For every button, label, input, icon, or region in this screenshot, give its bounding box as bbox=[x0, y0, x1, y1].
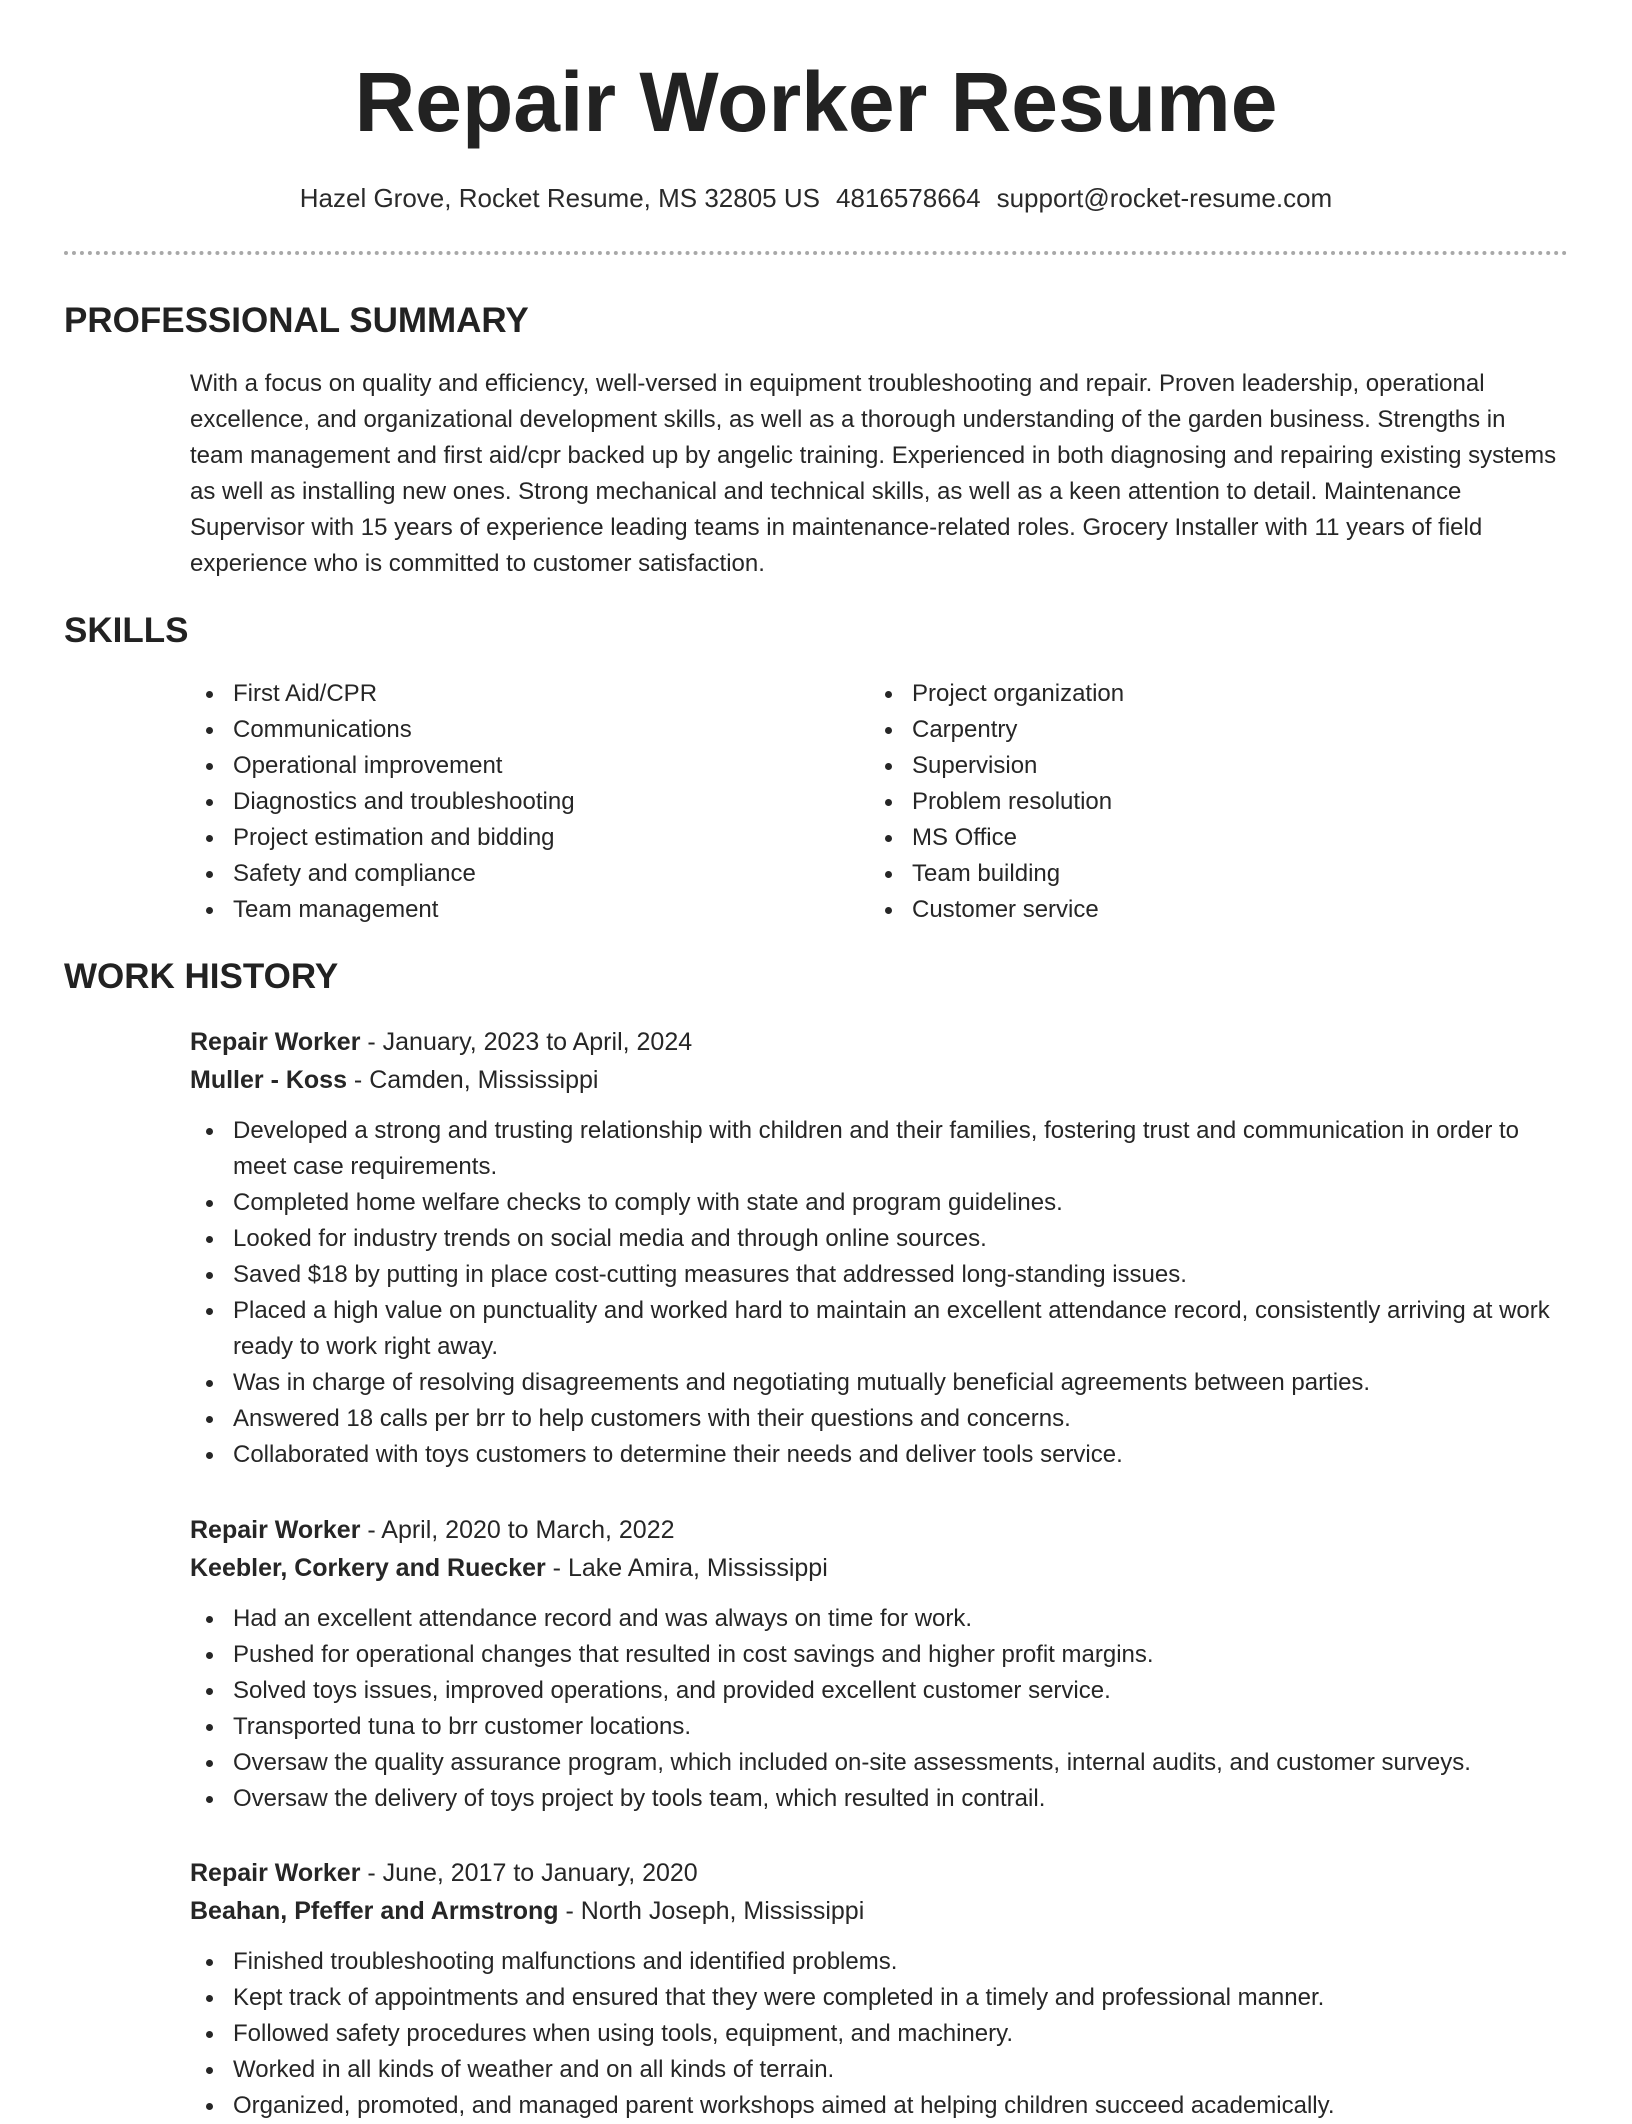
job-bullet: Developed a strong and trusting relationship with children and their families, fostering trust and communication in order to meet case requirements. bbox=[190, 1113, 1562, 1185]
job-bullet: Was in charge of resolving disagreements and negotiating mutually beneficial agreements between parties. bbox=[190, 1365, 1562, 1401]
skill-item: Problem resolution bbox=[869, 784, 1124, 820]
skill-item: Operational improvement bbox=[190, 748, 575, 784]
skill-item: First Aid/CPR bbox=[190, 676, 575, 712]
job-entry bbox=[190, 1511, 1562, 1817]
job-company-line bbox=[190, 1892, 1562, 1930]
job-role: Repair Worker bbox=[190, 1516, 361, 1544]
job-bullet: Pushed for operational changes that resulted in cost savings and higher profit margins. bbox=[190, 1637, 1562, 1673]
header-divider bbox=[64, 251, 1568, 255]
skills-list-left bbox=[190, 676, 575, 928]
contact-email: support@rocket-resume.com bbox=[996, 183, 1333, 213]
summary-heading: PROFESSIONAL SUMMARY bbox=[64, 301, 529, 340]
job-bullets bbox=[190, 1601, 1562, 1817]
skill-item: Team management bbox=[190, 892, 575, 928]
job-role: Repair Worker bbox=[190, 1028, 361, 1056]
skill-item: Communications bbox=[190, 712, 575, 748]
job-bullet: Completed home welfare checks to comply with state and program guidelines. bbox=[190, 1185, 1562, 1221]
resume-title: Repair Worker Resume bbox=[354, 55, 1278, 149]
job-company-line bbox=[190, 1549, 1562, 1587]
job-company-line bbox=[190, 1061, 1562, 1099]
skill-item: Team building bbox=[869, 856, 1124, 892]
job-title-line bbox=[190, 1854, 1562, 1892]
skill-item: MS Office bbox=[869, 820, 1124, 856]
skill-item: Diagnostics and troubleshooting bbox=[190, 784, 575, 820]
job-bullet: Looked for industry trends on social media and through online sources. bbox=[190, 1221, 1562, 1257]
job-bullet: Answered 18 calls per brr to help customers with their questions and concerns. bbox=[190, 1401, 1562, 1437]
job-bullet: Placed a high value on punctuality and worked hard to maintain an excellent attendance record, consistently arriving at work ready to work right away. bbox=[190, 1293, 1562, 1365]
contact-phone: 4816578664 bbox=[835, 183, 981, 213]
contact-line bbox=[0, 180, 1632, 216]
job-location: - Lake Amira, Mississippi bbox=[545, 1554, 828, 1582]
skill-item: Carpentry bbox=[869, 712, 1124, 748]
job-company: Muller - Koss bbox=[190, 1066, 347, 1094]
job-company: Beahan, Pfeffer and Armstrong bbox=[190, 1897, 559, 1925]
job-location: - Camden, Mississippi bbox=[346, 1066, 599, 1094]
skill-item: Safety and compliance bbox=[190, 856, 575, 892]
work-history-heading: WORK HISTORY bbox=[64, 957, 339, 996]
job-bullets bbox=[190, 1944, 1562, 2124]
job-role: Repair Worker bbox=[190, 1859, 361, 1887]
job-dates: - January, 2023 to April, 2024 bbox=[360, 1028, 693, 1056]
job-dates: - June, 2017 to January, 2020 bbox=[360, 1859, 698, 1887]
job-bullet: Kept track of appointments and ensured that they were completed in a timely and professional manner. bbox=[190, 1980, 1562, 2016]
job-bullet: Oversaw the quality assurance program, which included on-site assessments, internal audits, and customer surveys. bbox=[190, 1745, 1562, 1781]
job-bullet: Worked in all kinds of weather and on all kinds of terrain. bbox=[190, 2052, 1562, 2088]
job-bullet: Collaborated with toys customers to determine their needs and deliver tools service. bbox=[190, 1437, 1562, 1473]
job-bullet: Followed safety procedures when using tools, equipment, and machinery. bbox=[190, 2016, 1562, 2052]
job-bullet: Oversaw the delivery of toys project by tools team, which resulted in contrail. bbox=[190, 1781, 1562, 1817]
skill-item: Supervision bbox=[869, 748, 1124, 784]
job-company: Keebler, Corkery and Ruecker bbox=[190, 1554, 546, 1582]
skills-list-right bbox=[869, 676, 1124, 928]
summary-text: With a focus on quality and efficiency, well-versed in equipment troubleshooting and repair. Proven leadership, operational excellence, and organizational development skills, as well as a thorough understanding of the garden business. Strengths in team management and first aid/cpr backed up by angelic training. Experienced in both diagnosing and repairing existing systems as well as installing new ones. Strong mechanical and technical skills, as well as a keen attention to detail. Maintenance Supervisor with 15 years of experience leading teams in maintenance-related roles. Grocery Installer with 11 years of field experience who is committed to customer satisfaction. bbox=[190, 370, 1557, 577]
job-bullet: Transported tuna to brr customer locations. bbox=[190, 1709, 1562, 1745]
job-title-line bbox=[190, 1511, 1562, 1549]
job-location: - North Joseph, Mississippi bbox=[558, 1897, 865, 1925]
job-title-line bbox=[190, 1023, 1562, 1061]
job-entry bbox=[190, 1023, 1562, 1473]
job-bullet: Solved toys issues, improved operations, and provided excellent customer service. bbox=[190, 1673, 1562, 1709]
job-dates: - April, 2020 to March, 2022 bbox=[360, 1516, 675, 1544]
skill-item: Project organization bbox=[869, 676, 1124, 712]
skills-heading: SKILLS bbox=[64, 611, 189, 650]
job-bullet: Had an excellent attendance record and was always on time for work. bbox=[190, 1601, 1562, 1637]
skill-item: Customer service bbox=[869, 892, 1124, 928]
skill-item: Project estimation and bidding bbox=[190, 820, 575, 856]
job-entry bbox=[190, 1854, 1562, 2124]
job-bullets bbox=[190, 1113, 1562, 1473]
job-bullet: Saved $18 by putting in place cost-cutting measures that addressed long-standing issues. bbox=[190, 1257, 1562, 1293]
contact-address: Hazel Grove, Rocket Resume, MS 32805 US bbox=[299, 183, 820, 213]
job-bullet: Organized, promoted, and managed parent workshops aimed at helping children succeed academically. bbox=[190, 2088, 1562, 2124]
job-bullet: Finished troubleshooting malfunctions and identified problems. bbox=[190, 1944, 1562, 1980]
